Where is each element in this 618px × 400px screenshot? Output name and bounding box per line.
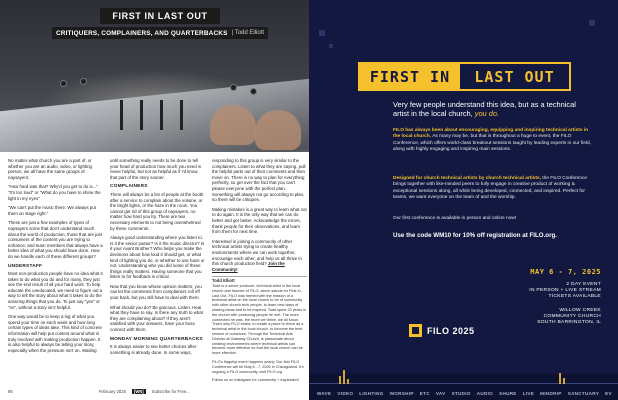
equalizer-bar — [347, 379, 349, 384]
event-venue — [481, 308, 601, 326]
section-heading: MONDAY MORNING QUARTERBACKS — [110, 336, 203, 342]
subscribe-link[interactable]: Subscribe for Free... — [151, 389, 190, 394]
sponsor-logo: WAVE — [317, 391, 332, 396]
section-heading: UNDERSTAFF — [8, 263, 43, 269]
decor-pixel — [319, 30, 325, 36]
paragraph-text: As many may be, but that is throughout a huge to event, the FILO Conference, which offers world-class breakout sessions taught by leading experts in our field, along with highly engaging and inspiring main sessions. — [393, 134, 592, 152]
equalizer-bar — [563, 378, 565, 384]
ad-title-part-1: FIRST IN — [360, 64, 460, 89]
knob — [80, 78, 87, 85]
article-title: FIRST IN LAST OUT — [112, 11, 208, 21]
paragraph: What should you do? Be gracious. Listen. Hear what they have to say. Is there any truth to what they are complaining about? If they aren't satisfied with your answers, have your boss connect with them. — [110, 304, 203, 333]
strip-line — [309, 383, 618, 384]
article-column-2 — [110, 158, 205, 380]
event-line: TICKETS AVAILABLE — [548, 294, 601, 299]
event-format — [481, 282, 601, 300]
page-footer — [8, 387, 303, 396]
fader — [180, 100, 183, 130]
paragraph: There will always be a list of people at the booth after a service to complain about the volume, or the bright lights, or the haze in the room. You cannot get rid of this group of naysayers, no matter how hard you try. There are two necessary elements to not being overwhelmed by these comments. — [110, 191, 204, 231]
fader — [120, 100, 123, 130]
ad-tagline — [393, 100, 593, 118]
brand-mark: [WN] — [133, 389, 144, 394]
filo-logo — [409, 324, 475, 337]
knob — [250, 88, 257, 95]
sponsor-logo: MINDRIP — [540, 391, 562, 396]
equalizer-bar — [559, 373, 561, 384]
sponsor-logo: EV — [605, 391, 612, 396]
event-dates: MAY 6 - 7, 2025 — [530, 268, 601, 276]
sponsor-logo: VAV — [435, 391, 446, 396]
paragraph: Most non-production people have no idea what it takes to do what you do and for many, they just see the end result of all your hard work. To help educate the uneducated, we need to figure out a way to tell the story about what it takes to do the amazing things that you do. To just say "yes" or "no", without a story isn't helpful. — [8, 271, 103, 310]
hand-image — [255, 110, 301, 150]
article-columns — [8, 158, 308, 383]
paragraph: Making mistakes is a great way to learn what not to do again. It is the only way that we can do better and get better. Acknowledge the errors, thank people for their observations, and learn from them for next time. — [212, 206, 307, 235]
page-number: 86 — [8, 389, 13, 394]
sponsor-logo: AUDIO — [476, 391, 494, 396]
issue-date: February 2025 — [98, 389, 126, 394]
paragraph: One way would be to keep a log of what you spend your time on each week and how long certain types of ideas take. This kind of concrete information will help put context around what is truly involved with making production happen. It is also helpful to always be telling your story, especially when the pressure isn't on. Waiting — [8, 314, 102, 353]
sponsor-logo: LIVE — [522, 391, 535, 396]
knob — [60, 80, 67, 87]
fader — [160, 100, 163, 130]
hand-image — [210, 105, 256, 145]
venue-line: COMMUNITY CHURCH — [543, 314, 601, 319]
event-info — [481, 268, 601, 326]
bio-text: Todd is a senior producer, technical artist in the local church and founder of FILO, which stands for First In, Last Out. FILO was formed with the mission of a technical artist on the local church to be of community with other church tech people, to learn new ways of sharing ideas and to be inspired. Todd spent 20 years in the church with producing people he met. The more connected he was, the more we thrive, we all know. That's why FILO exists; to create a place to thrive as a technical artist in the local church, to become the best version of ourselves. Through the Technical Arts Director at Gateway Church, is passionate about creating environments where technical artists can become more effective so that the local church can be more effective. — [212, 284, 307, 356]
paragraph — [212, 239, 307, 273]
equalizer-bar — [343, 370, 345, 384]
paragraph-text: the FILO Conference brings together with like-minded peers to fully engage in creative product of working & exceptional sessions along, all while being developed, connected, and inspired. Perfect for teams, we want everyone on the team of and the worship. — [393, 176, 588, 200]
ad-paragraph-1 — [393, 128, 593, 153]
tagline-text: Very few people understand this idea, but as a technical artist in the local church, — [393, 100, 576, 119]
sponsor-logo: VIDEO — [337, 391, 354, 396]
sponsor-logo: STUDIO — [451, 391, 471, 396]
article-subtitle: CRITIQUERS, COMPLAINERS, AND QUARTERBACKS — [55, 29, 228, 37]
paragraph: Always good understanding where you listen to. Is it the senior pastor? Is it the music director? Is it your Avant Brother? Who helps you make the decisions about how loud it should get, or what kind of lighting you do, or whether to use haze or not. Understanding who you did some of these things really matters. Having someone that you listen to for feedback is critical. — [110, 235, 205, 280]
filo-logo-text: FILO 2025 — [427, 325, 475, 336]
paragraph: No matter what church you are a part of, or whether you are an audio, video, or lighting person, we all have the same groups of naysayers: — [8, 158, 92, 180]
venue-line: SOUTH BARRINGTON, IL — [537, 320, 601, 325]
hero-photo — [0, 0, 309, 152]
article-subtitle-bar — [52, 27, 268, 39]
sponsor-logo: WORSHIP — [389, 391, 414, 396]
paragraph: Now that you know whose opinion matters, you can let the comments from complainers roll off your back, but you still have to deal with them. — [110, 283, 202, 301]
highlight-text: FILO has always been about encouraging, equipping and inspiring technical artists in the local church. — [393, 128, 589, 140]
event-line: 2 DAY EVENT — [566, 282, 601, 287]
article-column-1 — [8, 158, 103, 380]
decor-pixel — [329, 44, 333, 48]
paragraph: It is always easier to see better choices after something is already done. In some ways, — [110, 344, 197, 355]
paragraph: "We can't put the music there. We always put them on stage right." — [8, 205, 96, 216]
sponsor-strip — [309, 374, 618, 400]
highlight-text: Designed for church technical artists by church technical artists, — [393, 176, 541, 181]
sponsor-logo: LIGHTING — [359, 391, 384, 396]
section-heading: COMPLAINERS — [110, 184, 148, 190]
join-community-link[interactable]: Join the Community! — [212, 261, 285, 272]
paragraph-text: Interested in joining a community of other technical artists trying to create healthy environments where we can work together, encourage each other, and help us all thrive in this church production field? — [212, 238, 302, 267]
author-name: Todd Elliott — [212, 278, 235, 284]
article-column-3 — [212, 158, 307, 383]
follow-text: Follow us on Instagram for community + inspiration! — [212, 378, 299, 383]
sponsor-logo: SHURE — [499, 391, 517, 396]
fader — [140, 100, 143, 130]
tagline-highlight: you do. — [474, 109, 499, 119]
paragraph: until something really needs to be done to tell your head of production how much you need is never helpful, but not as helpful as if I'd know that part of the story sooner. — [110, 158, 202, 180]
ad-paragraph-2 — [393, 176, 593, 201]
equalizer-bar — [339, 376, 341, 384]
promo-code-text: Use the code WM10 for 10% off registration at FILO.org. — [393, 232, 557, 239]
knob — [230, 84, 237, 91]
filo-logo-icon — [409, 324, 422, 337]
sponsor-logo: ETC — [419, 391, 430, 396]
event-line: IN PERSON + LIVE STREAM — [529, 288, 601, 293]
venue-line: WILLOW CREEK — [559, 308, 601, 313]
article-title-bar — [100, 8, 220, 24]
ad-title-part-2: LAST OUT — [474, 67, 555, 86]
ad-paragraph-3: Our first conference is available in person and online now! — [393, 216, 517, 221]
paragraph: These are just a few examples of types of naysayers some that don't understand much about the world of production; those that are just consumers of the content you are trying to enhance; and team members that always have a better idea of what you should have done. How do we handle each of these different groups? — [8, 220, 103, 259]
sponsor-logo: SANCTUARY — [567, 391, 600, 396]
paragraph: "How hard was that? Why'd you get to do is..." "It's too loud" or "What do you have to shine the light in my eyes" — [8, 184, 101, 201]
right-page-ad — [309, 0, 618, 400]
sponsor-list — [317, 391, 612, 396]
paragraph: responding to this group is very similar to the complainers. Listen to what they are saying, pull the helpful parts out of their comments and then move on. There is no way to plan for everything perfectly, so get over the fact that you can't please everyone with the perfect plan. Something will always not go according to plan, so there will be critiques. — [212, 158, 306, 203]
article-byline: | Todd Elliott — [231, 30, 265, 36]
decor-pixel — [589, 20, 595, 26]
author-bio — [212, 276, 307, 383]
bio-text: FILO's flagship event happens yearly. Our first FILO Conference will be May 6 - 7, 2025 in Chicagoland. It's ongoing a FILO community, visit FILO.org — [212, 360, 304, 374]
ad-title-box — [358, 62, 571, 91]
